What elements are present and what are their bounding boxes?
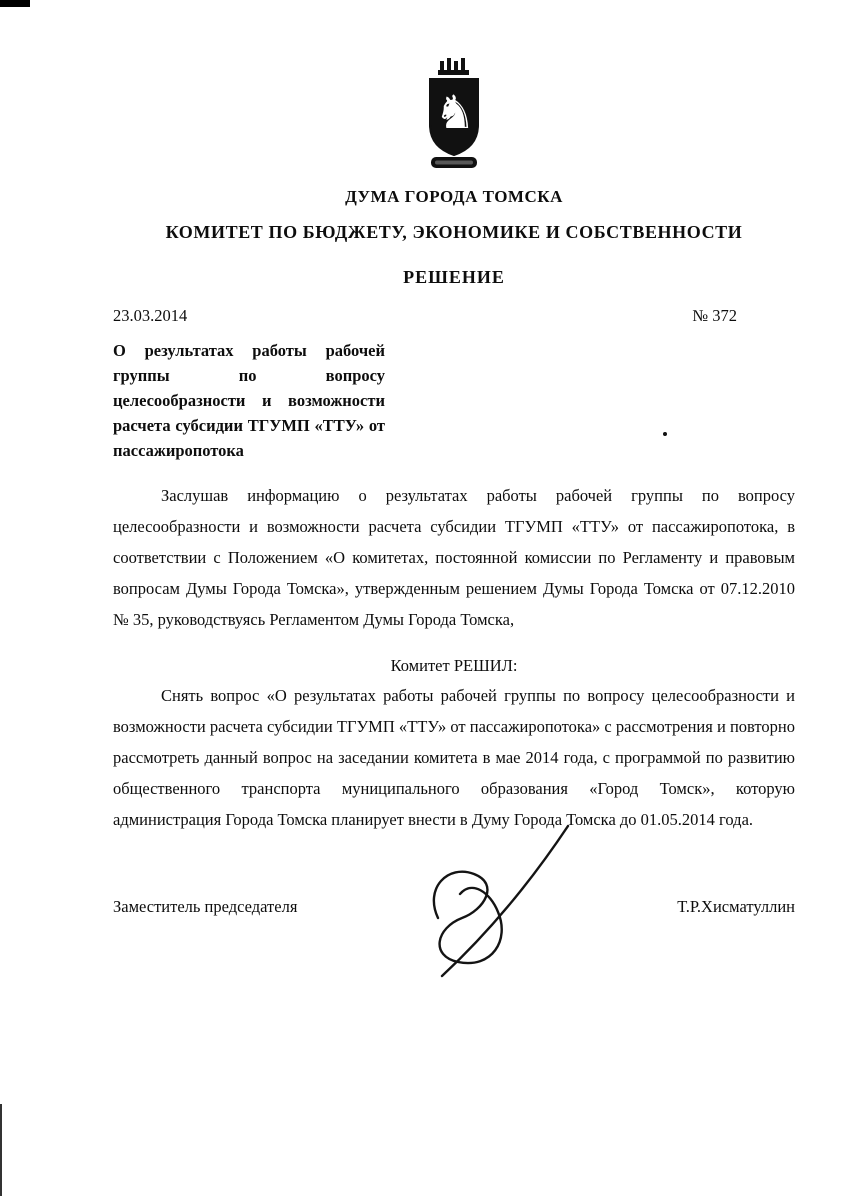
date-number-row (113, 306, 795, 326)
org-name-line2: КОМИТЕТ ПО БЮДЖЕТУ, ЭКОНОМИКЕ И СОБСТВЕННОСТИ (165, 222, 743, 242)
org-name-line1: ДУМА ГОРОДА ТОМСКА (345, 187, 563, 206)
body-paragraph-1: Заслушав информацию о результатах работы рабочей группы по вопросу целесообразности и возможности расчета субсидии ТГУМП «ТТУ» от пассажиропотока, в соответствии с Положением «О комитетах, постоянной комиссии по Регламенту и правовым вопросам Думы Города Томска», утвержденным решением Думы Города Томска от 07.12.2010 № 35, руководствуясь Регламентом Думы Города Томска, (113, 486, 795, 629)
scan-artifact-left-edge (0, 1104, 2, 1196)
emblem-wrap (113, 58, 795, 179)
body-paragraph-2: Снять вопрос «О результатах работы рабочей группы по вопросу целесообразности и возможности расчета субсидии ТГУМП «ТТУ» от пассажиропотока» с рассмотрения и повторно рассмотреть данный вопрос на заседании комитета в мае 2014 года, с программой по развитию общественного транспорта муниципального образования «Город Томск», которую администрация Города Томска планирует внести в Думу Города Томска до 01.05.2014 года. (113, 686, 795, 829)
signer-name: Т.Р.Хисматуллин (677, 897, 795, 916)
document-subject: О результатах работы рабочей группы по вопросу целесообразности и возможности расчета субсидии ТГУМП «ТТУ» от пассажиропотока (113, 341, 385, 460)
signer-title: Заместитель председателя (113, 897, 298, 916)
document-number: № 372 (692, 306, 737, 325)
svg-text:♞: ♞ (434, 85, 476, 139)
tomsk-coat-of-arms-icon (418, 58, 490, 174)
stray-ink-dot (663, 432, 667, 436)
document-type-title: РЕШЕНИЕ (403, 267, 505, 287)
document-date: 23.03.2014 (113, 306, 188, 325)
resolved-heading: Комитет РЕШИЛ: (390, 656, 518, 675)
signature-row (113, 897, 795, 917)
